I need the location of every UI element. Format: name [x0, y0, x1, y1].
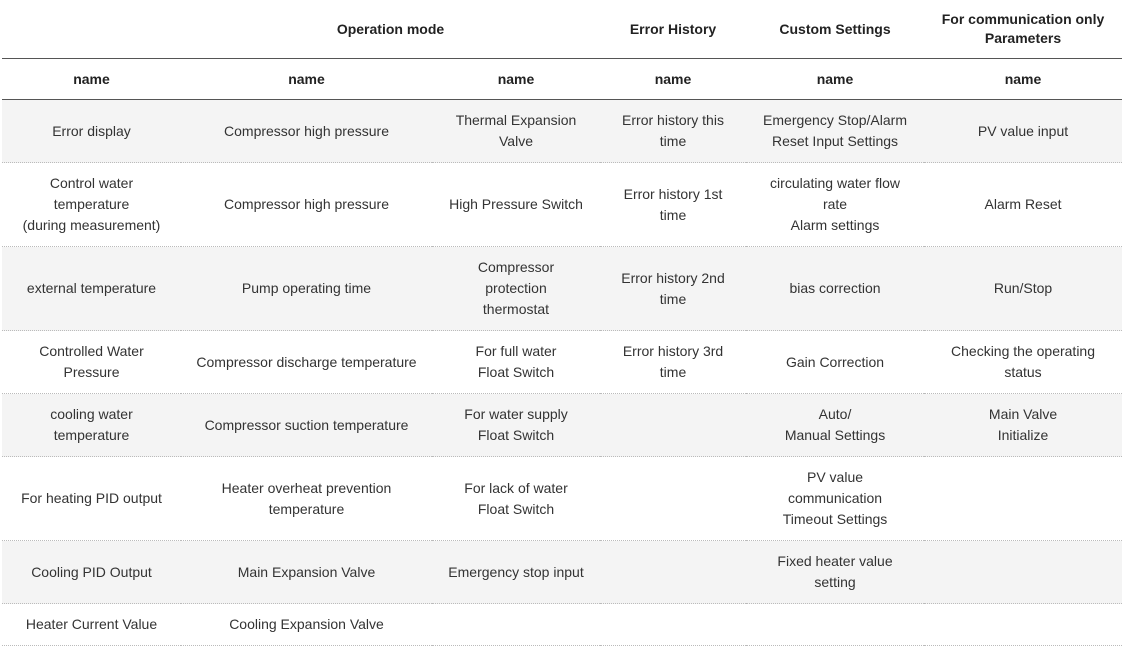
table-cell	[432, 163, 600, 247]
cell-text: Alarm Reset	[984, 196, 1062, 212]
table-cell	[2, 394, 181, 457]
cell-text: Pump operating time	[241, 280, 372, 296]
table-row	[2, 394, 1122, 457]
table-body	[2, 100, 1122, 646]
cell-text: Fixed heater value setting	[777, 553, 893, 590]
table-cell	[746, 394, 924, 457]
cell-text: Checking the operating status	[951, 343, 1096, 380]
column-header: name	[600, 59, 746, 100]
cell-text: Error history this time	[622, 112, 724, 149]
cell-text: Error display	[52, 122, 131, 139]
table-cell	[924, 394, 1122, 457]
table-cell	[181, 247, 432, 331]
cell-text: bias correction	[789, 280, 881, 296]
cell-text: PV value input	[977, 122, 1069, 139]
cell-text: Compressor protection thermostat	[477, 259, 555, 317]
column-header-row	[2, 59, 1122, 100]
cell-text: Heater overheat prevention temperature	[221, 479, 392, 517]
column-header: name	[2, 59, 181, 100]
column-header: name	[181, 59, 432, 100]
table-cell	[432, 541, 600, 604]
table-cell	[432, 331, 600, 394]
table-cell	[432, 100, 600, 163]
cell-text: Compressor high pressure	[224, 196, 389, 212]
cell-text: For lack of water Float Switch	[464, 479, 568, 517]
cell-text: Compressor high pressure	[224, 122, 389, 139]
table-cell	[2, 604, 181, 646]
header-group	[600, 0, 746, 59]
cell-text: For water supply Float Switch	[464, 406, 568, 443]
table-cell	[746, 100, 924, 163]
table-cell	[746, 331, 924, 394]
table-cell	[924, 457, 1122, 541]
table-cell	[432, 604, 600, 646]
cell-text: Error history 3rd time	[622, 343, 724, 380]
cell-text: Error history 1st time	[623, 185, 723, 223]
table-cell	[746, 541, 924, 604]
cell-text: Main Expansion Valve	[237, 563, 376, 580]
table-row	[2, 541, 1122, 604]
table-cell	[181, 457, 432, 541]
table-cell	[432, 394, 600, 457]
cell-text: Cooling Expansion Valve	[229, 616, 384, 632]
table-cell	[600, 247, 746, 331]
cell-text: cooling water temperature	[50, 406, 133, 443]
header-group	[181, 0, 600, 59]
cell-text: external temperature	[26, 280, 157, 296]
table-cell	[432, 247, 600, 331]
table-cell	[746, 457, 924, 541]
cell-text: Control water temperature (during measurement)	[22, 175, 161, 233]
table-cell	[181, 331, 432, 394]
table-cell	[746, 247, 924, 331]
table-row	[2, 100, 1122, 163]
table-row	[2, 331, 1122, 394]
table-cell	[600, 394, 746, 457]
table-cell	[924, 331, 1122, 394]
table-row	[2, 247, 1122, 331]
header-group-label: For communication only Parameters	[941, 11, 1105, 46]
cell-text: For full water Float Switch	[475, 343, 557, 380]
table-cell	[924, 604, 1122, 646]
table-cell	[600, 163, 746, 247]
table-cell	[2, 100, 181, 163]
cell-text: Run/Stop	[993, 280, 1053, 296]
cell-text: Emergency stop input	[448, 563, 584, 580]
header-group	[746, 0, 924, 59]
table-cell	[746, 163, 924, 247]
cell-text: Gain Correction	[785, 353, 885, 370]
table-cell	[432, 457, 600, 541]
cell-text: Emergency Stop/Alarm Reset Input Settings	[763, 112, 907, 149]
cell-text: For heating PID output	[21, 490, 162, 506]
table-row	[2, 457, 1122, 541]
header-group	[924, 0, 1122, 59]
cell-text: PV value communication Timeout Settings	[782, 469, 888, 527]
cell-text: Compressor suction temperature	[204, 416, 409, 433]
table-cell	[600, 541, 746, 604]
cell-text: Compressor discharge temperature	[196, 353, 417, 370]
table-cell	[2, 163, 181, 247]
cell-text: Controlled Water Pressure	[39, 343, 144, 380]
table-cell	[924, 247, 1122, 331]
header-group-label: Operation mode	[336, 20, 445, 37]
table-cell	[746, 604, 924, 646]
table-row	[2, 163, 1122, 247]
cell-text: Heater Current Value	[25, 616, 158, 632]
header-group-label: Error History	[629, 20, 717, 37]
table-cell	[181, 163, 432, 247]
table-cell	[2, 541, 181, 604]
table-cell	[600, 100, 746, 163]
header-group-row	[2, 0, 1122, 59]
table-cell	[2, 457, 181, 541]
column-header: name	[746, 59, 924, 100]
table-cell	[600, 457, 746, 541]
header-group-label: Custom Settings	[779, 20, 891, 37]
column-header: name	[924, 59, 1122, 100]
table-cell	[600, 331, 746, 394]
header-group	[2, 0, 181, 59]
table-cell	[181, 541, 432, 604]
column-header: name	[432, 59, 600, 100]
cell-text: circulating water flow rate Alarm settings	[770, 175, 900, 233]
table-cell	[181, 394, 432, 457]
table-row	[2, 604, 1122, 646]
cell-text: Cooling PID Output	[31, 563, 152, 580]
table-cell	[924, 541, 1122, 604]
table-cell	[2, 331, 181, 394]
table-cell	[924, 163, 1122, 247]
cell-text: Auto/ Manual Settings	[784, 406, 886, 443]
table-cell	[181, 100, 432, 163]
cell-text: Error history 2nd time	[621, 269, 725, 307]
cell-text: High Pressure Switch	[449, 196, 583, 212]
cell-text: Thermal Expansion Valve	[455, 112, 577, 149]
cell-text: Main Valve Initialize	[988, 406, 1058, 443]
parameter-table	[2, 0, 1122, 646]
table-cell	[924, 100, 1122, 163]
table-cell	[181, 604, 432, 646]
table-cell	[600, 604, 746, 646]
table-cell	[2, 247, 181, 331]
